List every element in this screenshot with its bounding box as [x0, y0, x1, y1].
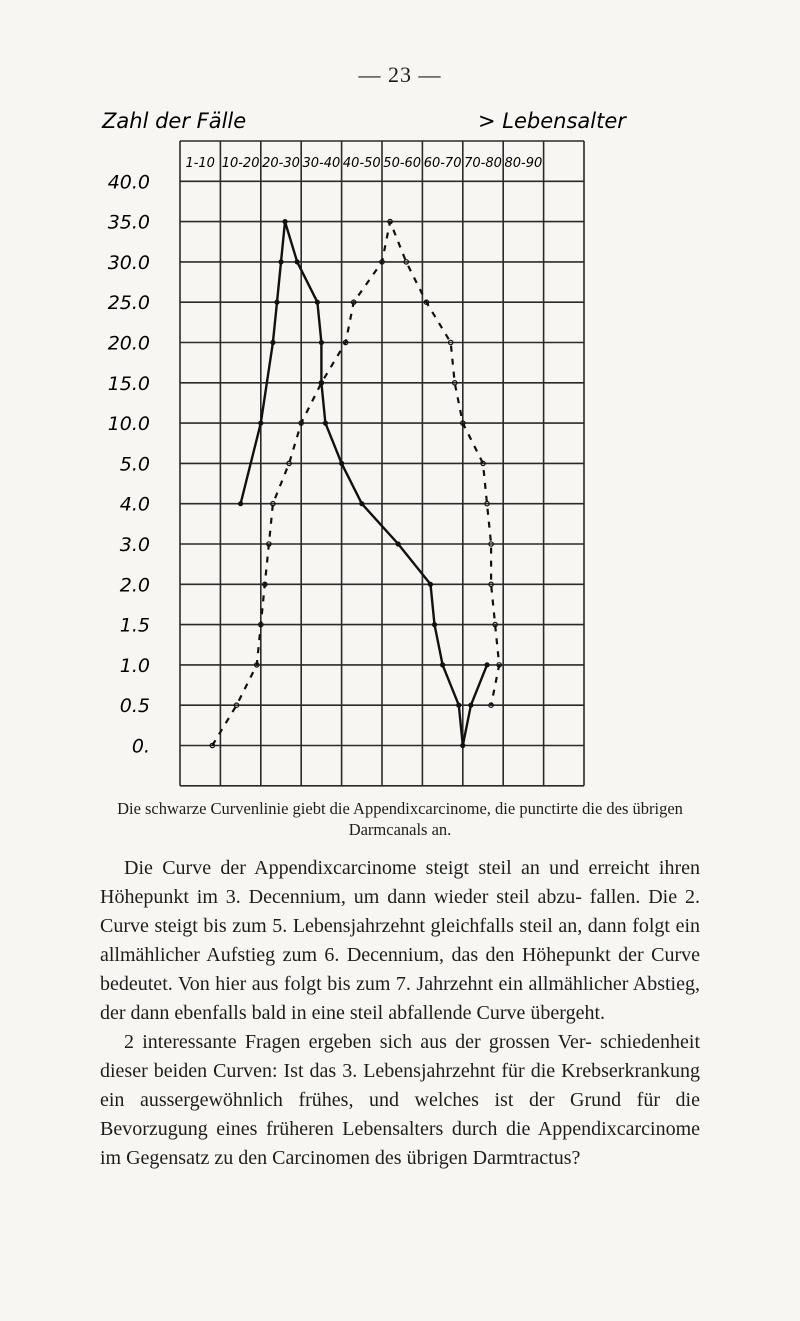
- y-tick-label: 3.0: [119, 534, 150, 556]
- y-tick-label: 30.0: [107, 251, 150, 274]
- x-tick-label: 1-10: [185, 156, 215, 171]
- data-point: [278, 259, 283, 264]
- y-tick-label: 25.0: [107, 292, 150, 315]
- x-tick-label: 60-70: [423, 156, 462, 171]
- data-point: [359, 501, 364, 506]
- data-point: [319, 340, 324, 345]
- y-tick-label: 35.0: [107, 211, 150, 234]
- data-point: [456, 703, 461, 708]
- x-tick-label: 70-80: [464, 156, 502, 171]
- figure-caption: Die schwarze Curvenlinie giebt die Appendixcarcinome, die punctirte die des übrigen Darmcanals an.: [117, 799, 683, 839]
- data-point: [339, 461, 344, 466]
- y-tick-labels: [108, 171, 150, 757]
- x-axis-title: > Lebensalter: [478, 109, 626, 133]
- x-tick-labels: [185, 156, 542, 171]
- data-point: [484, 662, 489, 667]
- chart-grid: [180, 141, 584, 786]
- y-tick-label: 4.0: [119, 493, 150, 516]
- body-text: [100, 854, 700, 1173]
- y-tick-label: 0.: [131, 735, 150, 758]
- y-tick-label: 1.0: [119, 654, 150, 677]
- data-point: [274, 300, 279, 305]
- x-tick-label: 80-90: [504, 156, 543, 171]
- page-number: — 23 —: [358, 62, 442, 87]
- y-tick-label: 10.0: [107, 413, 150, 436]
- y-axis-title: Zahl der Fälle: [102, 109, 247, 133]
- chart-series: [210, 219, 501, 748]
- data-point: [428, 582, 433, 587]
- x-tick-label: 20-30: [262, 156, 300, 171]
- data-point: [315, 300, 320, 305]
- data-point: [258, 421, 263, 426]
- y-tick-label: 1.5: [119, 614, 150, 637]
- data-point: [282, 219, 287, 224]
- y-tick-label: 0.5: [119, 695, 150, 718]
- y-tick-label: 15.0: [107, 372, 150, 395]
- data-point: [460, 743, 465, 748]
- x-tick-label: 40-50: [342, 156, 381, 171]
- data-point: [295, 259, 300, 264]
- data-point: [468, 703, 473, 708]
- y-tick-label: 40.0: [107, 171, 150, 194]
- paragraph-1: Die Curve der Appendixcarcinome steigt steil an und erreicht ihren Höhepunkt im 3. Decennium, um dann wieder steil abzu- fallen. Die 2. Curve steigt bis zum 5. Lebensjahrzehnt gleichfalls steil an, dann folgt ein allmählicher Aufstieg zum 6. Decennium, das den Höhepunkt der Curve bedeutet. Von hier aus folgt bis zum 7. Jahrzehnt ein allmählicher Abstieg, der dann ebenfalls bald in eine steil abfallende Curve übergeht.: [100, 857, 700, 1024]
- x-tick-label: 50-60: [383, 156, 422, 171]
- paragraph-2: 2 interessante Fragen ergeben sich aus der grossen Ver- schiedenheit dieser beiden Curven: Ist das 3. Lebensjahrzehnt für die Krebserkrankung ein aussergewöhnlich frühes, und welches ist der Grund für die Bevorzugung eines früheren Lebensalters durch die Appendixcarcinome im Gegensatz zu den Carcinomen des übrigen Darmtractus?: [100, 1031, 700, 1169]
- data-point: [270, 340, 275, 345]
- data-point: [396, 541, 401, 546]
- y-tick-label: 20.0: [107, 332, 150, 355]
- data-point: [323, 421, 328, 426]
- y-tick-label: 5.0: [119, 453, 150, 476]
- y-tick-label: 2.0: [119, 574, 150, 597]
- x-tick-label: 30-40: [302, 156, 341, 171]
- data-point: [238, 501, 243, 506]
- data-point: [432, 622, 437, 627]
- data-point: [440, 662, 445, 667]
- x-tick-label: 10-20: [221, 156, 260, 171]
